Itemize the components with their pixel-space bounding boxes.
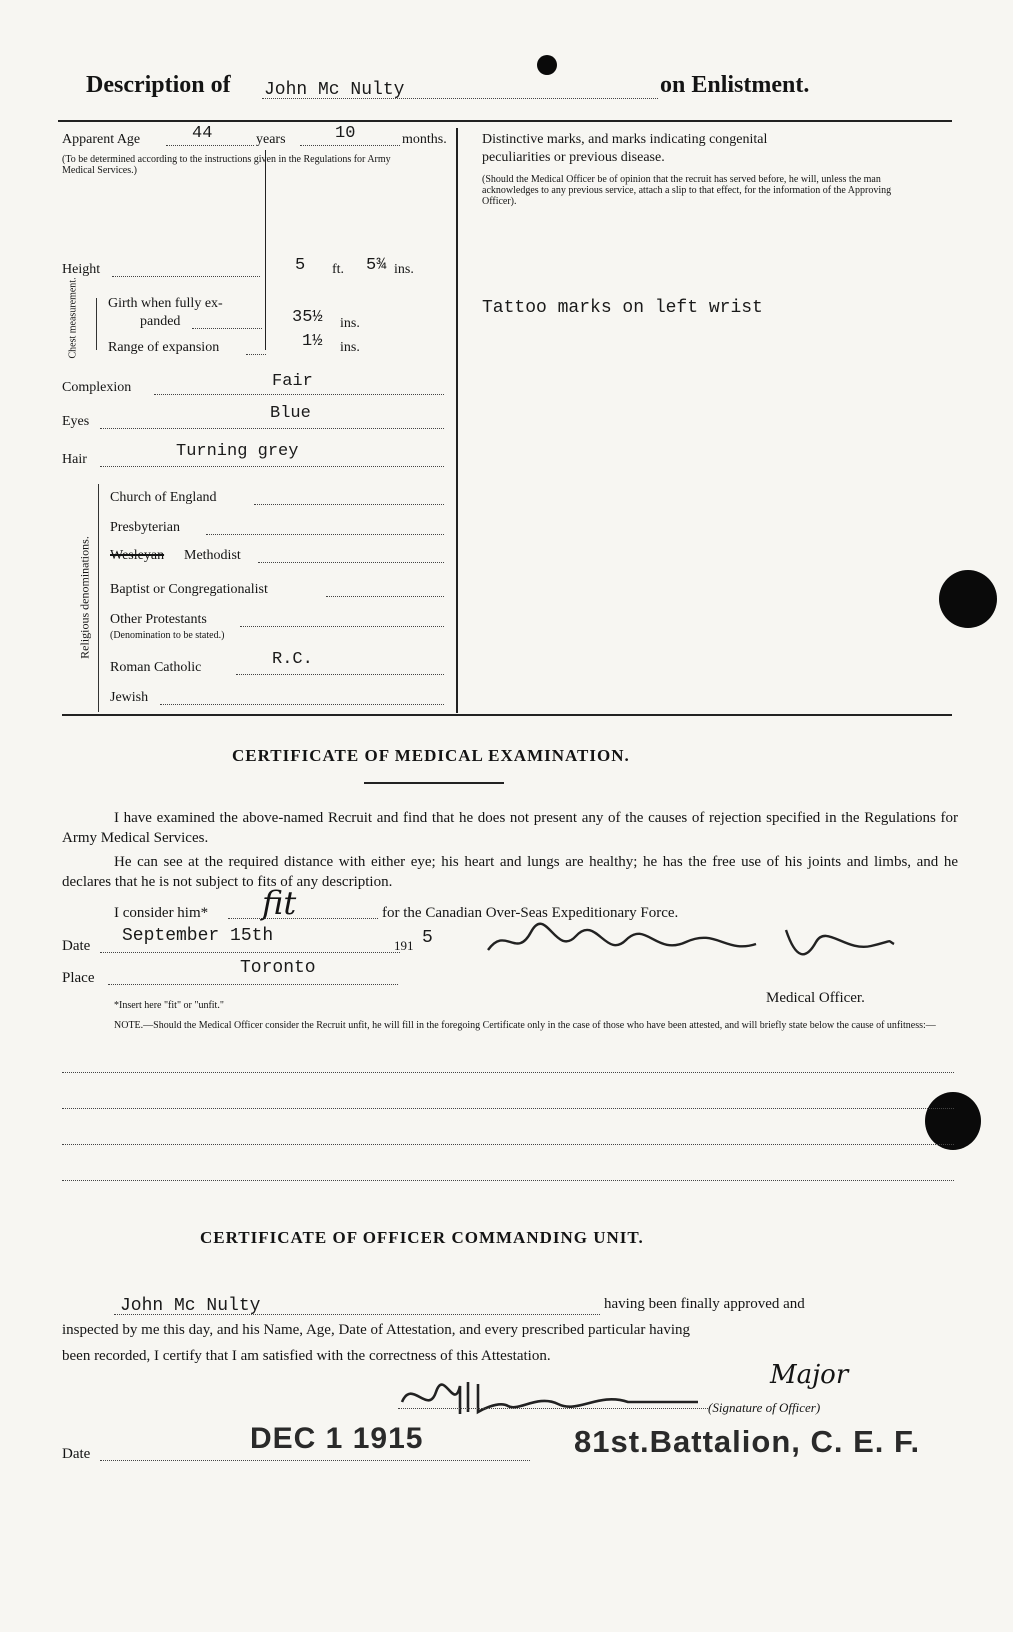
- religion-bracket: [98, 484, 105, 712]
- medical-para-1: I have examined the above-named Recruit and find that he does not present any of the causes of rejection specified in the Regulations for Army Medical Services.: [62, 810, 958, 846]
- rel-wesleyan-struck: Wesleyan: [110, 548, 165, 563]
- rel-methodist: Methodist: [184, 548, 241, 563]
- unfit-line-2: [62, 1108, 954, 1109]
- consider-line: [228, 918, 378, 919]
- unfit-line-3: [62, 1144, 954, 1145]
- age-years: 44: [192, 124, 213, 143]
- months-label: months.: [402, 132, 447, 147]
- insert-note: *Insert here "fit" or "unfit.": [114, 1000, 224, 1011]
- place-value: Toronto: [240, 958, 316, 978]
- hair-line: [100, 466, 444, 467]
- commanding-cert-title: CERTIFICATE OF OFFICER COMMANDING UNIT.: [200, 1228, 644, 1247]
- height-in: 5¾: [366, 256, 387, 275]
- eyes-label: Eyes: [62, 414, 90, 429]
- hair-label: Hair: [62, 452, 87, 467]
- hair-value: Turning grey: [176, 442, 299, 461]
- marks-value: Tattoo marks on left wrist: [482, 298, 763, 318]
- unit-stamp: 81st.Battalion, C. E. F.: [574, 1424, 921, 1459]
- height-line: [112, 276, 260, 277]
- marks-heading-1: Distinctive marks, and marks indicating congenital: [482, 132, 768, 147]
- place-line: [108, 984, 398, 985]
- age-note: (To be determined according to the instructions given in the Regulations for Army Medical Services.): [62, 154, 391, 176]
- height-ins-label: ins.: [394, 262, 414, 277]
- header-suffix: on Enlistment.: [660, 72, 810, 98]
- punch-hole-top: [939, 570, 997, 628]
- rel-other-protestants: Other Protestants: [110, 612, 207, 627]
- age-years-line: [166, 145, 254, 146]
- range-value: 1½: [302, 332, 323, 351]
- rel-rc-value: R.C.: [272, 650, 313, 669]
- range-ins-label: ins.: [340, 340, 360, 355]
- force-label: for the Canadian Over-Seas Expeditionary Force.: [382, 905, 679, 921]
- eyes-value: Blue: [270, 404, 311, 423]
- mid-rule: [62, 714, 952, 716]
- rel-other-line: [240, 626, 444, 627]
- chest-side-label: Chest measurement.: [67, 277, 79, 359]
- height-label: Height: [62, 262, 101, 277]
- range-line: [246, 354, 266, 355]
- complexion-label: Complexion: [62, 380, 132, 395]
- date-label: Date: [62, 938, 91, 954]
- ink-blot: [537, 55, 557, 75]
- girth-value: 35½: [292, 308, 323, 327]
- date-stamp: DEC 1 1915: [250, 1422, 424, 1455]
- rel-bap-line: [326, 596, 444, 597]
- age-months: 10: [335, 124, 356, 143]
- complexion-line: [154, 394, 444, 395]
- date-value: September 15th: [122, 926, 274, 946]
- commanding-sig-line: [398, 1408, 708, 1409]
- religion-side-label: Religious denominations.: [77, 536, 92, 659]
- recruit-name: John Mc Nulty: [264, 80, 405, 100]
- girth-label-2: panded: [140, 314, 181, 329]
- commanding-date-line: [100, 1460, 530, 1461]
- place-label: Place: [62, 970, 95, 986]
- rel-coe-line: [254, 504, 444, 505]
- commanding-rank: Major: [770, 1360, 849, 1390]
- medical-title-rule: [364, 782, 504, 784]
- range-label: Range of expansion: [108, 340, 220, 355]
- rel-baptist: Baptist or Congregationalist: [110, 582, 268, 597]
- date-line: [100, 952, 400, 953]
- girth-ins-label: ins.: [340, 316, 360, 331]
- rel-jewish: Jewish: [110, 690, 149, 705]
- commanding-name-line: [114, 1314, 600, 1315]
- header-prefix: Description of: [86, 72, 231, 98]
- year-suffix: 5: [422, 928, 433, 948]
- rel-presbyterian: Presbyterian: [110, 520, 180, 535]
- commanding-officer-signature: [398, 1372, 708, 1422]
- complexion-value: Fair: [272, 372, 313, 391]
- marks-heading-2: peculiarities or previous disease.: [482, 150, 665, 165]
- rel-church-of-england: Church of England: [110, 490, 217, 505]
- consider-value: fit: [262, 884, 297, 922]
- ft-label: ft.: [332, 262, 345, 277]
- rel-roman-catholic: Roman Catholic: [110, 660, 202, 675]
- medical-para-2: He can see at the required distance with either eye; his heart and lungs are healthy; he has the free use of his joints and limbs, and he declares that he is not subject to fits of any description.: [62, 854, 958, 890]
- rel-other-note: (Denomination to be stated.): [110, 630, 225, 641]
- girth-line: [192, 328, 262, 329]
- commanding-name: John Mc Nulty: [120, 1296, 261, 1316]
- medical-officer-label: Medical Officer.: [766, 990, 865, 1006]
- punch-hole-bottom: [925, 1092, 981, 1150]
- medical-cert-title: CERTIFICATE OF MEDICAL EXAMINATION.: [232, 746, 630, 765]
- left-inner-divider: [265, 150, 266, 350]
- commanding-date-label: Date: [62, 1446, 91, 1462]
- unfit-note: NOTE.—Should the Medical Officer consider the Recruit unfit, he will fill in the foregoing Certificate only in the case of those who have been attested, and will briefly state below the cause of unfitness:—: [114, 1020, 936, 1031]
- rel-meth-line: [258, 562, 444, 563]
- rel-pres-line: [206, 534, 444, 535]
- unfit-line-1: [62, 1072, 954, 1073]
- commanding-sig-label: (Signature of Officer): [708, 1400, 821, 1415]
- rel-jew-line: [160, 704, 444, 705]
- consider-label: I consider him*: [114, 905, 209, 921]
- commanding-line-3: been recorded, I certify that I am satisfied with the correctness of this Attestation.: [62, 1348, 551, 1364]
- medical-officer-signature: [486, 920, 896, 964]
- height-ft: 5: [295, 256, 306, 275]
- column-divider: [456, 128, 458, 713]
- marks-note: (Should the Medical Officer be of opinion that the recruit has served before, he will, unless the man acknowledges to any previous service, attach a slip to that effect, for the information of the Approving Officer).: [482, 174, 892, 207]
- commanding-line-1: having been finally approved and: [604, 1296, 805, 1312]
- year-prefix: 191: [394, 938, 414, 953]
- commanding-line-2: inspected by me this day, and his Name, Age, Date of Attestation, and every prescribed particular having: [62, 1322, 691, 1338]
- rel-rc-line: [236, 674, 444, 675]
- top-rule: [58, 120, 952, 122]
- age-months-line: [300, 145, 400, 146]
- age-label: Apparent Age: [62, 132, 141, 147]
- girth-label-1: Girth when fully ex-: [108, 296, 223, 311]
- eyes-line: [100, 428, 444, 429]
- unfit-line-4: [62, 1180, 954, 1181]
- header-name-line: [262, 98, 658, 99]
- years-label: years: [256, 132, 286, 147]
- chest-bracket: [96, 298, 103, 350]
